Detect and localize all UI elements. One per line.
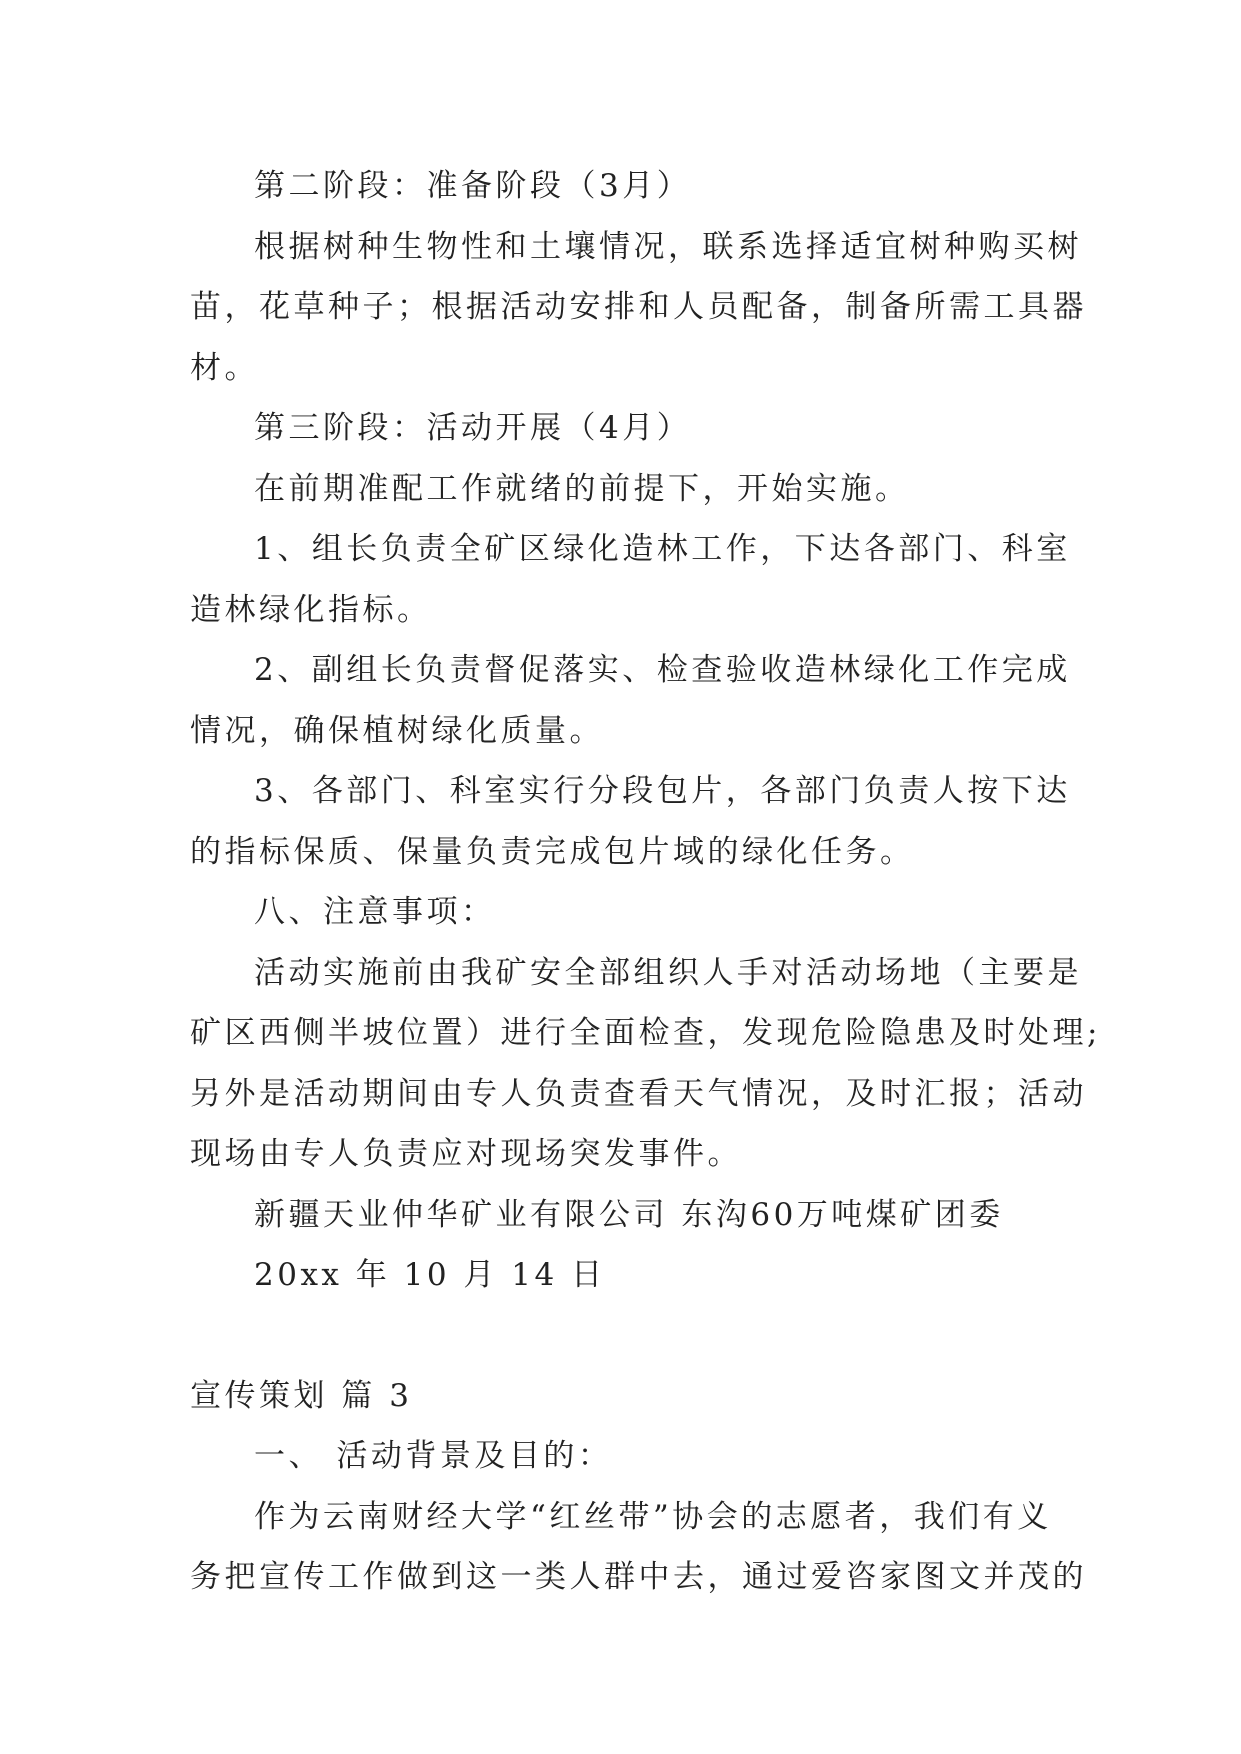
list-item-3: 3、各部门、科室实行分段包片，各部门负责人按下达 [254,773,1071,809]
paragraph-line: 在前期准配工作就绪的前提下，开始实施。 [254,470,910,507]
list-item-1: 1、组长负责全矿区绿化造林工作，下达各部门、科室 [254,531,1071,567]
document-body [190,156,1101,1608]
paragraph-line: 现场由专人负责应对现场突发事件。 [190,1136,742,1172]
paragraph-line: 根据树种生物性和土壤情况，联系选择适宜树种购买树 [254,228,1082,265]
signature-organization: 新疆天业仲华矿业有限公司 东沟60万吨煤矿团委 [254,1196,1004,1233]
list-item-2: 2、副组长负责督促落实、检查验收造林绿化工作完成 [254,652,1071,688]
paragraph-line: 务把宣传工作做到这一类人群中去，通过爱咨家图文并茂的 [190,1559,1087,1595]
paragraph-line: 造林绿化指标。 [190,591,432,628]
paragraph-line: 活动实施前由我矿安全部组织人手对活动场地（主要是 [254,954,1082,991]
paragraph-line: 苗，花草种子；根据活动安排和人员配备，制备所需工具器 [190,289,1087,325]
section-spacer [190,1306,1050,1366]
paragraph-line: 的指标保质、保量负责完成包片域的绿化任务。 [190,833,915,870]
paragraph-line: 作为云南财经大学“红丝带”协会的志愿者，我们有义 [254,1498,1052,1535]
paragraph-line: 情况，确保植树绿化质量。 [190,712,604,749]
paragraph-line: 矿区西侧半坡位置）进行全面检查，发现危险隐患及时处理; [190,1015,1101,1051]
article-title: 宣传策划 篇 3 [190,1377,413,1414]
stage-two-heading: 第二阶段：准备阶段（3月） [254,168,692,204]
paragraph-line: 另外是活动期间由专人负责查看天气情况，及时汇报；活动 [190,1075,1087,1112]
paragraph-line: 材。 [190,349,259,386]
stage-three-heading: 第三阶段：活动开展（4月） [254,410,692,446]
section-heading-notes: 八、注意事项： [254,894,496,930]
section-heading-background: 一、 活动背景及目的： [254,1438,613,1474]
signature-date: 20xx 年 10 月 14 日 [254,1257,606,1293]
